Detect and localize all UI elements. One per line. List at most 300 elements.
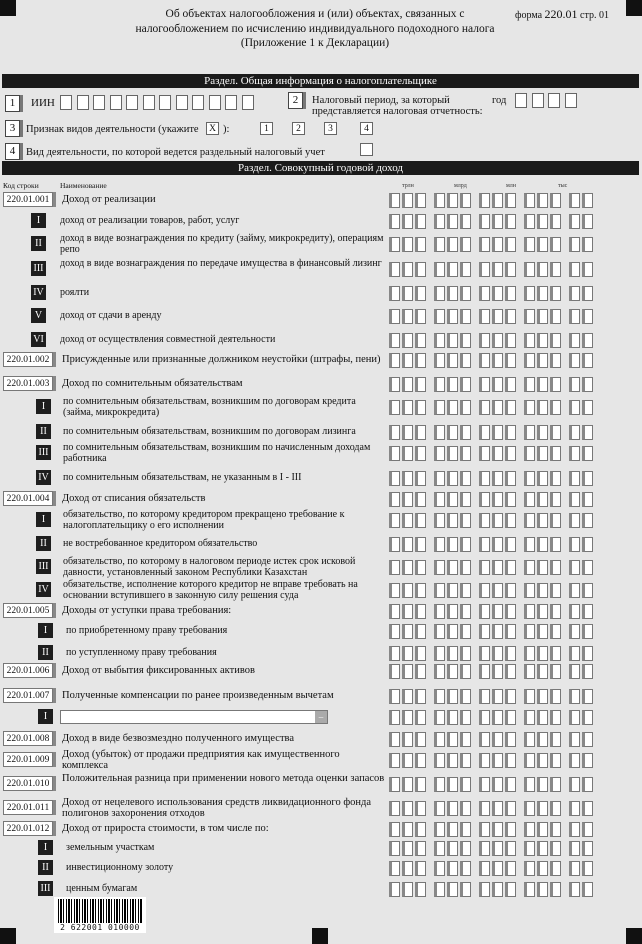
amount-digit-cell[interactable]	[582, 861, 593, 876]
amount-digit-cell[interactable]	[492, 537, 503, 552]
amount-input[interactable]	[389, 262, 601, 277]
amount-digit-cell[interactable]	[550, 646, 561, 661]
amount-digit-cell[interactable]	[479, 604, 490, 619]
amount-digit-cell[interactable]	[537, 583, 548, 598]
amount-digit-cell[interactable]	[492, 624, 503, 639]
amount-input[interactable]	[389, 689, 601, 704]
amount-digit-cell[interactable]	[415, 604, 426, 619]
amount-digit-cell[interactable]	[479, 513, 490, 528]
amount-digit-cell[interactable]	[582, 446, 593, 461]
amount-digit-cell[interactable]	[550, 689, 561, 704]
amount-digit-cell[interactable]	[447, 492, 458, 507]
amount-digit-cell[interactable]	[537, 353, 548, 368]
amount-digit-cell[interactable]	[550, 732, 561, 747]
amount-digit-cell[interactable]	[479, 732, 490, 747]
amount-digit-cell[interactable]	[447, 513, 458, 528]
amount-digit-cell[interactable]	[524, 861, 535, 876]
amount-digit-cell[interactable]	[415, 513, 426, 528]
amount-digit-cell[interactable]	[505, 624, 516, 639]
amount-digit-cell[interactable]	[415, 646, 426, 661]
amount-digit-cell[interactable]	[569, 492, 580, 507]
amount-digit-cell[interactable]	[460, 471, 471, 486]
amount-digit-cell[interactable]	[550, 309, 561, 324]
amount-digit-cell[interactable]	[389, 604, 400, 619]
amount-digit-cell[interactable]	[460, 446, 471, 461]
amount-digit-cell[interactable]	[550, 841, 561, 856]
amount-digit-cell[interactable]	[505, 333, 516, 348]
amount-digit-cell[interactable]	[550, 801, 561, 816]
amount-digit-cell[interactable]	[389, 841, 400, 856]
amount-digit-cell[interactable]	[492, 333, 503, 348]
year-digit-box[interactable]	[548, 93, 560, 108]
amount-digit-cell[interactable]	[479, 801, 490, 816]
amount-digit-cell[interactable]	[505, 689, 516, 704]
amount-digit-cell[interactable]	[569, 400, 580, 415]
amount-digit-cell[interactable]	[537, 646, 548, 661]
amount-digit-cell[interactable]	[524, 537, 535, 552]
amount-digit-cell[interactable]	[582, 882, 593, 897]
amount-digit-cell[interactable]	[434, 333, 445, 348]
amount-digit-cell[interactable]	[460, 537, 471, 552]
amount-digit-cell[interactable]	[524, 624, 535, 639]
amount-digit-cell[interactable]	[505, 237, 516, 252]
amount-digit-cell[interactable]	[447, 583, 458, 598]
amount-digit-cell[interactable]	[479, 237, 490, 252]
amount-digit-cell[interactable]	[537, 689, 548, 704]
amount-digit-cell[interactable]	[415, 425, 426, 440]
amount-digit-cell[interactable]	[460, 400, 471, 415]
amount-digit-cell[interactable]	[447, 286, 458, 301]
amount-digit-cell[interactable]	[582, 513, 593, 528]
amount-digit-cell[interactable]	[492, 560, 503, 575]
amount-digit-cell[interactable]	[505, 801, 516, 816]
amount-digit-cell[interactable]	[569, 471, 580, 486]
amount-digit-cell[interactable]	[537, 822, 548, 837]
amount-digit-cell[interactable]	[569, 861, 580, 876]
amount-input[interactable]	[389, 537, 601, 552]
amount-input[interactable]	[389, 822, 601, 837]
activity-option-3[interactable]: 3	[324, 122, 337, 135]
amount-digit-cell[interactable]	[582, 237, 593, 252]
amount-digit-cell[interactable]	[415, 537, 426, 552]
amount-digit-cell[interactable]	[537, 193, 548, 208]
amount-digit-cell[interactable]	[389, 309, 400, 324]
amount-digit-cell[interactable]	[402, 286, 413, 301]
amount-digit-cell[interactable]	[524, 560, 535, 575]
dropdown-button-icon[interactable]: –	[315, 711, 327, 723]
amount-digit-cell[interactable]	[402, 753, 413, 768]
amount-digit-cell[interactable]	[479, 689, 490, 704]
amount-digit-cell[interactable]	[447, 400, 458, 415]
amount-digit-cell[interactable]	[479, 333, 490, 348]
amount-digit-cell[interactable]	[447, 377, 458, 392]
amount-digit-cell[interactable]	[550, 604, 561, 619]
amount-digit-cell[interactable]	[492, 841, 503, 856]
amount-digit-cell[interactable]	[582, 193, 593, 208]
amount-digit-cell[interactable]	[460, 732, 471, 747]
amount-digit-cell[interactable]	[492, 882, 503, 897]
amount-digit-cell[interactable]	[415, 214, 426, 229]
amount-digit-cell[interactable]	[492, 689, 503, 704]
amount-digit-cell[interactable]	[524, 262, 535, 277]
amount-digit-cell[interactable]	[550, 882, 561, 897]
amount-digit-cell[interactable]	[434, 446, 445, 461]
iin-digit-box[interactable]	[110, 95, 122, 110]
amount-digit-cell[interactable]	[479, 471, 490, 486]
amount-digit-cell[interactable]	[479, 286, 490, 301]
amount-digit-cell[interactable]	[505, 446, 516, 461]
amount-digit-cell[interactable]	[505, 646, 516, 661]
amount-digit-cell[interactable]	[402, 861, 413, 876]
amount-digit-cell[interactable]	[415, 309, 426, 324]
amount-digit-cell[interactable]	[460, 604, 471, 619]
amount-digit-cell[interactable]	[492, 471, 503, 486]
iin-digit-box[interactable]	[77, 95, 89, 110]
amount-digit-cell[interactable]	[389, 471, 400, 486]
iin-digit-box[interactable]	[159, 95, 171, 110]
amount-digit-cell[interactable]	[447, 624, 458, 639]
amount-digit-cell[interactable]	[524, 513, 535, 528]
amount-digit-cell[interactable]	[505, 214, 516, 229]
amount-digit-cell[interactable]	[402, 689, 413, 704]
amount-digit-cell[interactable]	[569, 333, 580, 348]
amount-digit-cell[interactable]	[447, 425, 458, 440]
amount-digit-cell[interactable]	[434, 537, 445, 552]
amount-digit-cell[interactable]	[524, 214, 535, 229]
amount-digit-cell[interactable]	[582, 471, 593, 486]
amount-digit-cell[interactable]	[434, 214, 445, 229]
amount-digit-cell[interactable]	[415, 286, 426, 301]
amount-input[interactable]	[389, 604, 601, 619]
amount-digit-cell[interactable]	[492, 237, 503, 252]
amount-digit-cell[interactable]	[492, 646, 503, 661]
amount-digit-cell[interactable]	[582, 214, 593, 229]
amount-digit-cell[interactable]	[389, 732, 400, 747]
amount-digit-cell[interactable]	[447, 646, 458, 661]
amount-digit-cell[interactable]	[537, 624, 548, 639]
amount-digit-cell[interactable]	[582, 583, 593, 598]
amount-digit-cell[interactable]	[479, 425, 490, 440]
amount-digit-cell[interactable]	[505, 286, 516, 301]
amount-digit-cell[interactable]	[447, 193, 458, 208]
amount-digit-cell[interactable]	[550, 400, 561, 415]
amount-digit-cell[interactable]	[505, 353, 516, 368]
amount-digit-cell[interactable]	[434, 882, 445, 897]
amount-digit-cell[interactable]	[389, 400, 400, 415]
amount-digit-cell[interactable]	[389, 689, 400, 704]
amount-input[interactable]	[389, 664, 601, 679]
iin-digit-box[interactable]	[242, 95, 254, 110]
amount-digit-cell[interactable]	[479, 841, 490, 856]
amount-digit-cell[interactable]	[415, 801, 426, 816]
amount-digit-cell[interactable]	[460, 861, 471, 876]
amount-digit-cell[interactable]	[550, 664, 561, 679]
amount-digit-cell[interactable]	[505, 664, 516, 679]
amount-digit-cell[interactable]	[479, 822, 490, 837]
amount-digit-cell[interactable]	[550, 425, 561, 440]
amount-digit-cell[interactable]	[434, 237, 445, 252]
amount-digit-cell[interactable]	[537, 560, 548, 575]
amount-digit-cell[interactable]	[415, 193, 426, 208]
amount-digit-cell[interactable]	[550, 193, 561, 208]
amount-digit-cell[interactable]	[550, 492, 561, 507]
amount-digit-cell[interactable]	[537, 604, 548, 619]
amount-digit-cell[interactable]	[569, 583, 580, 598]
amount-input[interactable]	[389, 309, 601, 324]
amount-digit-cell[interactable]	[492, 801, 503, 816]
amount-digit-cell[interactable]	[524, 446, 535, 461]
amount-digit-cell[interactable]	[460, 193, 471, 208]
amount-digit-cell[interactable]	[582, 777, 593, 792]
amount-input[interactable]	[389, 777, 601, 792]
amount-digit-cell[interactable]	[402, 193, 413, 208]
amount-digit-cell[interactable]	[524, 841, 535, 856]
amount-digit-cell[interactable]	[582, 353, 593, 368]
amount-digit-cell[interactable]	[460, 624, 471, 639]
amount-digit-cell[interactable]	[402, 664, 413, 679]
amount-digit-cell[interactable]	[505, 492, 516, 507]
amount-digit-cell[interactable]	[479, 753, 490, 768]
amount-digit-cell[interactable]	[524, 646, 535, 661]
amount-digit-cell[interactable]	[479, 262, 490, 277]
activity-option-2[interactable]: 2	[292, 122, 305, 135]
amount-digit-cell[interactable]	[505, 822, 516, 837]
amount-digit-cell[interactable]	[505, 400, 516, 415]
amount-digit-cell[interactable]	[492, 377, 503, 392]
amount-digit-cell[interactable]	[389, 624, 400, 639]
amount-input[interactable]	[389, 425, 601, 440]
amount-digit-cell[interactable]	[569, 710, 580, 725]
amount-digit-cell[interactable]	[569, 262, 580, 277]
amount-digit-cell[interactable]	[479, 446, 490, 461]
amount-digit-cell[interactable]	[537, 492, 548, 507]
amount-digit-cell[interactable]	[415, 777, 426, 792]
amount-digit-cell[interactable]	[537, 861, 548, 876]
amount-digit-cell[interactable]	[582, 801, 593, 816]
amount-digit-cell[interactable]	[389, 777, 400, 792]
amount-digit-cell[interactable]	[550, 710, 561, 725]
amount-input[interactable]	[389, 753, 601, 768]
amount-digit-cell[interactable]	[402, 353, 413, 368]
amount-digit-cell[interactable]	[582, 560, 593, 575]
amount-digit-cell[interactable]	[389, 492, 400, 507]
amount-digit-cell[interactable]	[550, 583, 561, 598]
amount-digit-cell[interactable]	[582, 309, 593, 324]
amount-digit-cell[interactable]	[569, 560, 580, 575]
amount-digit-cell[interactable]	[460, 237, 471, 252]
amount-input[interactable]	[389, 214, 601, 229]
iin-digit-box[interactable]	[126, 95, 138, 110]
amount-digit-cell[interactable]	[402, 333, 413, 348]
amount-input[interactable]	[389, 624, 601, 639]
amount-digit-cell[interactable]	[460, 841, 471, 856]
amount-digit-cell[interactable]	[447, 309, 458, 324]
amount-digit-cell[interactable]	[402, 471, 413, 486]
amount-digit-cell[interactable]	[434, 471, 445, 486]
amount-digit-cell[interactable]	[537, 513, 548, 528]
amount-digit-cell[interactable]	[460, 710, 471, 725]
amount-digit-cell[interactable]	[550, 861, 561, 876]
amount-digit-cell[interactable]	[402, 882, 413, 897]
amount-digit-cell[interactable]	[524, 286, 535, 301]
amount-digit-cell[interactable]	[505, 753, 516, 768]
amount-digit-cell[interactable]	[402, 801, 413, 816]
amount-digit-cell[interactable]	[434, 377, 445, 392]
iin-digit-box[interactable]	[209, 95, 221, 110]
amount-digit-cell[interactable]	[447, 822, 458, 837]
amount-digit-cell[interactable]	[550, 377, 561, 392]
amount-digit-cell[interactable]	[582, 624, 593, 639]
amount-digit-cell[interactable]	[402, 560, 413, 575]
amount-digit-cell[interactable]	[434, 861, 445, 876]
amount-digit-cell[interactable]	[582, 646, 593, 661]
amount-digit-cell[interactable]	[537, 710, 548, 725]
amount-digit-cell[interactable]	[524, 471, 535, 486]
amount-digit-cell[interactable]	[434, 400, 445, 415]
amount-digit-cell[interactable]	[434, 624, 445, 639]
amount-digit-cell[interactable]	[402, 262, 413, 277]
amount-digit-cell[interactable]	[550, 624, 561, 639]
amount-digit-cell[interactable]	[415, 841, 426, 856]
amount-digit-cell[interactable]	[524, 425, 535, 440]
amount-digit-cell[interactable]	[389, 377, 400, 392]
amount-digit-cell[interactable]	[537, 400, 548, 415]
amount-digit-cell[interactable]	[479, 537, 490, 552]
amount-digit-cell[interactable]	[524, 710, 535, 725]
amount-digit-cell[interactable]	[447, 333, 458, 348]
amount-digit-cell[interactable]	[524, 309, 535, 324]
amount-digit-cell[interactable]	[389, 237, 400, 252]
amount-digit-cell[interactable]	[569, 377, 580, 392]
amount-digit-cell[interactable]	[492, 710, 503, 725]
amount-digit-cell[interactable]	[582, 841, 593, 856]
amount-digit-cell[interactable]	[550, 286, 561, 301]
amount-digit-cell[interactable]	[569, 689, 580, 704]
amount-digit-cell[interactable]	[402, 446, 413, 461]
amount-digit-cell[interactable]	[447, 689, 458, 704]
amount-digit-cell[interactable]	[447, 353, 458, 368]
amount-digit-cell[interactable]	[582, 753, 593, 768]
amount-digit-cell[interactable]	[415, 492, 426, 507]
amount-digit-cell[interactable]	[389, 214, 400, 229]
amount-digit-cell[interactable]	[537, 753, 548, 768]
amount-digit-cell[interactable]	[389, 861, 400, 876]
amount-digit-cell[interactable]	[537, 425, 548, 440]
amount-digit-cell[interactable]	[389, 537, 400, 552]
amount-digit-cell[interactable]	[434, 353, 445, 368]
amount-digit-cell[interactable]	[479, 353, 490, 368]
amount-digit-cell[interactable]	[389, 882, 400, 897]
amount-digit-cell[interactable]	[550, 262, 561, 277]
amount-digit-cell[interactable]	[505, 882, 516, 897]
amount-digit-cell[interactable]	[492, 664, 503, 679]
amount-digit-cell[interactable]	[537, 237, 548, 252]
amount-digit-cell[interactable]	[569, 353, 580, 368]
amount-digit-cell[interactable]	[524, 882, 535, 897]
amount-digit-cell[interactable]	[492, 400, 503, 415]
amount-digit-cell[interactable]	[460, 646, 471, 661]
amount-digit-cell[interactable]	[492, 262, 503, 277]
amount-digit-cell[interactable]	[505, 309, 516, 324]
amount-digit-cell[interactable]	[582, 689, 593, 704]
amount-digit-cell[interactable]	[537, 286, 548, 301]
amount-digit-cell[interactable]	[537, 377, 548, 392]
amount-digit-cell[interactable]	[505, 193, 516, 208]
amount-digit-cell[interactable]	[569, 624, 580, 639]
amount-digit-cell[interactable]	[492, 604, 503, 619]
amount-digit-cell[interactable]	[389, 753, 400, 768]
amount-digit-cell[interactable]	[389, 353, 400, 368]
amount-digit-cell[interactable]	[479, 882, 490, 897]
amount-input[interactable]	[389, 560, 601, 575]
amount-digit-cell[interactable]	[524, 583, 535, 598]
amount-digit-cell[interactable]	[402, 604, 413, 619]
amount-input[interactable]	[389, 193, 601, 208]
amount-digit-cell[interactable]	[434, 753, 445, 768]
amount-input[interactable]	[389, 861, 601, 876]
amount-input[interactable]	[389, 801, 601, 816]
amount-digit-cell[interactable]	[582, 492, 593, 507]
amount-digit-cell[interactable]	[550, 471, 561, 486]
amount-digit-cell[interactable]	[537, 446, 548, 461]
amount-digit-cell[interactable]	[550, 237, 561, 252]
amount-digit-cell[interactable]	[492, 214, 503, 229]
amount-input[interactable]	[389, 513, 601, 528]
amount-digit-cell[interactable]	[434, 646, 445, 661]
amount-digit-cell[interactable]	[505, 732, 516, 747]
amount-digit-cell[interactable]	[402, 537, 413, 552]
amount-digit-cell[interactable]	[537, 537, 548, 552]
amount-digit-cell[interactable]	[415, 822, 426, 837]
amount-digit-cell[interactable]	[505, 537, 516, 552]
amount-digit-cell[interactable]	[434, 822, 445, 837]
amount-digit-cell[interactable]	[460, 777, 471, 792]
amount-digit-cell[interactable]	[447, 446, 458, 461]
amount-digit-cell[interactable]	[505, 377, 516, 392]
amount-digit-cell[interactable]	[479, 646, 490, 661]
amount-digit-cell[interactable]	[434, 710, 445, 725]
amount-digit-cell[interactable]	[582, 333, 593, 348]
amount-digit-cell[interactable]	[460, 262, 471, 277]
iin-digit-box[interactable]	[192, 95, 204, 110]
amount-digit-cell[interactable]	[479, 309, 490, 324]
amount-digit-cell[interactable]	[537, 777, 548, 792]
amount-digit-cell[interactable]	[402, 732, 413, 747]
amount-digit-cell[interactable]	[460, 513, 471, 528]
amount-digit-cell[interactable]	[569, 193, 580, 208]
amount-digit-cell[interactable]	[582, 710, 593, 725]
amount-digit-cell[interactable]	[415, 262, 426, 277]
amount-digit-cell[interactable]	[389, 801, 400, 816]
amount-digit-cell[interactable]	[460, 560, 471, 575]
amount-digit-cell[interactable]	[389, 583, 400, 598]
amount-input[interactable]	[389, 646, 601, 661]
amount-digit-cell[interactable]	[460, 353, 471, 368]
amount-digit-cell[interactable]	[479, 214, 490, 229]
amount-digit-cell[interactable]	[569, 801, 580, 816]
amount-digit-cell[interactable]	[582, 377, 593, 392]
amount-digit-cell[interactable]	[415, 882, 426, 897]
amount-input[interactable]	[389, 377, 601, 392]
amount-digit-cell[interactable]	[447, 732, 458, 747]
amount-digit-cell[interactable]	[415, 624, 426, 639]
year-digit-box[interactable]	[515, 93, 527, 108]
amount-digit-cell[interactable]	[415, 664, 426, 679]
amount-digit-cell[interactable]	[537, 841, 548, 856]
amount-input[interactable]	[389, 471, 601, 486]
amount-digit-cell[interactable]	[434, 841, 445, 856]
amount-digit-cell[interactable]	[505, 861, 516, 876]
